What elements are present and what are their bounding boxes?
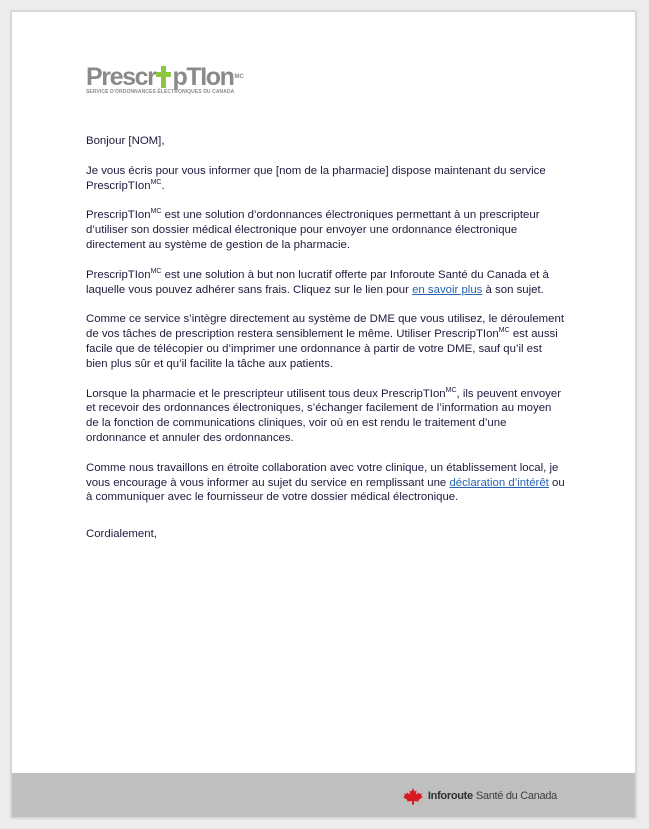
logo-wordmark <box>86 63 266 91</box>
paragraph-2: PrescripTIon$^{MC}$ est une solution d’ordonnances électroniques permettant à un prescripteur d’utiliser son dossier médical électronique pour envoyer une ordonnance électronique directement au système de gestion de la pharmacie. <box>86 208 540 251</box>
paragraph-5: Lorsque la pharmacie et le prescripteur utilisent tous deux PrescripTIon$^{MC}$, ils peuvent envoyer et recevoir des ordonnances électroniques, s’échanger facilement de l’information au moyen de la fonction de communications cliniques, voir où en est rendu le traitement d’une ordonnance et annuler des ordonnances. <box>86 386 561 444</box>
learn-more-link[interactable]: en savoir plus <box>412 283 483 296</box>
footer-bar <box>12 773 635 817</box>
prescription-logo <box>86 63 266 109</box>
paragraph-1: Je vous écris pour vous informer que [nom de la pharmacie] dispose maintenant du service PrescripTIon$^{MC}$. <box>86 164 546 192</box>
paragraph-4: Comme ce service s’intègre directement au système de DME que vous utilisez, le déroulement de vos tâches de prescription restera sensiblement le même. Utiliser PrescripTIon$^{MC}$ est aussi facile que de télécopier ou d’imprimer une ordonnance à partir de votre DME, sauf qu’il est bien plus sûr et qu’il facilite la tâche aux patients. <box>86 313 564 370</box>
logo-trademark: MC <box>234 74 244 80</box>
brand-name-bold: Inforoute <box>427 790 473 802</box>
letter-page <box>11 11 636 818</box>
logo-wordmark-start: Prescr <box>86 63 156 91</box>
paragraph-6: Comme nous travaillons en étroite collaboration avec votre clinique, un établissement local, je vous encourage à vous informer au sujet du service en remplissant une déclaration d’intérêt ou à communiquer avec le fournisseur de votre dossier médical électronique. <box>86 461 565 504</box>
infoway-brand <box>402 787 557 805</box>
declaration-of-interest-link[interactable]: déclaration d’intérêt <box>449 476 549 489</box>
closing: Cordialement, <box>86 528 157 541</box>
greeting: Bonjour [NOM], <box>86 135 165 147</box>
logo-wordmark-end: pTIon <box>172 63 234 91</box>
brand-name-rest: Santé du Canada <box>475 790 557 802</box>
maple-leaf-icon <box>402 787 424 805</box>
logo-tagline: SERVICE D'ORDONNANCES ÉLECTRONIQUES DU CANADA <box>86 89 235 95</box>
green-cross-icon <box>156 66 171 88</box>
paragraph-3: PrescripTIon$^{MC}$ est une solution à but non lucratif offerte par Inforoute Santé du Canada et à laquelle vous pouvez adhérer sans frais. Cliquez sur le lien pour en savoir plus à son sujet. <box>86 267 549 296</box>
letter-body <box>86 134 566 557</box>
